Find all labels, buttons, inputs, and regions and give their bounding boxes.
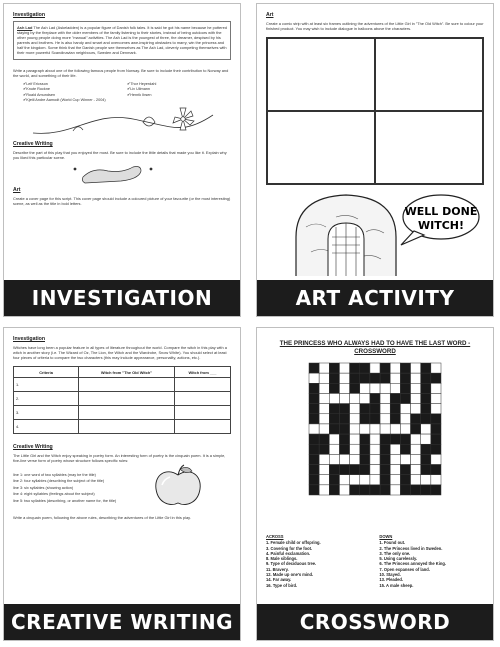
section-heading-art: Art [266, 12, 274, 18]
list-item: 16. Type of bird. [266, 582, 298, 588]
section-heading-investigation: Investigation [13, 12, 45, 18]
crossword-block-cell [309, 444, 319, 454]
crossword-answer-cell [309, 424, 319, 434]
crossword-block-cell [380, 363, 390, 373]
list-item: 13. Pleaded. [379, 577, 404, 583]
crossword-block-cell [411, 414, 421, 424]
crossword-answer-cell [319, 465, 329, 475]
table-row [14, 420, 231, 434]
table-cell [79, 392, 175, 406]
page-banner-creative-writing: CREATIVE WRITING [4, 604, 240, 640]
page-banner-crossword: CROSSWORD [257, 604, 493, 640]
crossword-block-cell [421, 444, 431, 454]
crossword-answer-cell [411, 465, 421, 475]
crossword-block-cell [309, 393, 319, 403]
list-item: 3. The only one. [379, 550, 411, 556]
crossword-answer-cell [431, 393, 441, 403]
section-heading-investigation: Investigation [13, 336, 45, 342]
crossword-block-cell [360, 485, 370, 495]
list-item: ✔ Kjetil Andre Aamodt (World Cup Winner - 2004) [23, 98, 127, 103]
witch-comparison-text: Witches have long been a popular feature in all types of literature throughout the world. Compare the witch in this play with a witch in another story (i.e. The Wizard of Oz, The Lion, the Witch and the Wardrobe, Snow White). You should select at least four pieces of criteria to compare the two characters (this may include appearance, personality, actions, etc.). [13, 345, 227, 361]
crossword-answer-cell [431, 363, 441, 373]
crossword-answer-cell [411, 363, 421, 373]
crossword-answer-cell [309, 373, 319, 383]
crossword-block-cell [421, 465, 431, 475]
crossword-block-cell [380, 485, 390, 495]
down-clues [379, 534, 484, 588]
section-heading-creative-writing: Creative Writing [13, 444, 53, 451]
crossword-block-cell [339, 414, 349, 424]
crossword-answer-cell [350, 404, 360, 414]
crossword-block-cell [400, 383, 410, 393]
list-item: 4. Painful exclamation. [266, 550, 311, 556]
crossword-block-cell [329, 383, 339, 393]
crossword-block-cell [339, 434, 349, 444]
table-header: Witch from ___ [174, 367, 230, 378]
crossword-answer-cell [390, 383, 400, 393]
list-item: 12. Made up one's mind. [266, 572, 314, 578]
section-heading-creative-writing: Creative Writing [13, 141, 53, 148]
crossword-answer-cell [319, 373, 329, 383]
crossword-answer-cell [411, 373, 421, 383]
crossword-clues [266, 534, 484, 588]
table-header: Witch from "The Old Witch" [79, 367, 175, 378]
crossword-block-cell [411, 424, 421, 434]
list-item: 8. Male siblings. [266, 556, 298, 562]
list-item: ✔ Knute Rockne [23, 87, 127, 92]
crossword-answer-cell [319, 485, 329, 495]
list-item: ✔ Leif Ericsson [23, 82, 127, 87]
crossword-answer-cell [319, 475, 329, 485]
list-item: 5. Using carelessly. [379, 556, 418, 562]
crossword-answer-cell [380, 414, 390, 424]
crossword-block-cell [421, 454, 431, 464]
crossword-block-cell [370, 404, 380, 414]
crossword-answer-cell [400, 414, 410, 424]
art-comic-text: Create a comic strip with at least six frames outlining the adventures of the Little Girl in "The Old Witch". Be sure to colour your finished product. You may wish to include dialogue in balloons above the characters. [266, 21, 484, 32]
crossword-answer-cell [370, 363, 380, 373]
list-item: 2. The Princess lived in Sweden. [379, 545, 443, 551]
list-item: line 2: four syllables (describing the subject of the title) [13, 479, 105, 484]
crossword-answer-cell [360, 383, 370, 393]
speech-bubble-line1: WELL DONE [404, 205, 478, 219]
crossword-block-cell [329, 414, 339, 424]
crossword-answer-cell [329, 444, 339, 454]
crossword-block-cell [421, 383, 431, 393]
crossword-answer-cell [390, 363, 400, 373]
cinquain-intro-text: The Little Girl and the Witch enjoy speaking in poetry form. An interesting form of poetry is the cinquain poem. It is a simple, five-line verse form of poetry whose structure follows specific rules: [13, 453, 226, 464]
crossword-block-cell [380, 373, 390, 383]
table-row [14, 392, 231, 406]
crossword-block-cell [380, 465, 390, 475]
crossword-block-cell [309, 475, 319, 485]
crossword-block-cell [370, 373, 380, 383]
crossword-block-cell [380, 454, 390, 464]
section-heading-art: Art [13, 186, 21, 193]
crossword-answer-cell [319, 424, 329, 434]
crossword-block-cell [421, 414, 431, 424]
list-item: 6. The Princess annoyed the King. [379, 561, 447, 567]
list-item: line 5: two syllables (describing, or another name for, the title) [13, 498, 117, 503]
worksheet-page-crossword [256, 327, 494, 641]
crossword-block-cell [360, 434, 370, 444]
crossword-block-cell [350, 383, 360, 393]
list-item: 7. Open expanses of land. [379, 566, 430, 572]
list-item: 15. A male sheep. [379, 582, 414, 588]
page-content [266, 334, 484, 600]
flower-vine-illustration [13, 105, 231, 139]
creative-writing-text: Describe the part of this play that you enjoyed the most. Be sure to include the little details that made you like it. Explain why you liked this particular scene. [13, 150, 227, 161]
crossword-answer-cell [411, 404, 421, 414]
crossword-answer-cell [350, 424, 360, 434]
page-banner-investigation: INVESTIGATION [4, 280, 240, 316]
table-row [14, 406, 231, 420]
list-item: 1. Found out. [379, 540, 406, 546]
table-cell [79, 378, 175, 392]
table-header: Criteria [14, 367, 79, 378]
crossword-block-cell [329, 485, 339, 495]
famous-people-prompt: Write a paragraph about one of the following famous people from Norway. Be sure to include their contribution to Norway and the world, and something of their life. [13, 67, 229, 78]
across-clues [266, 534, 371, 588]
crossword-answer-cell [329, 454, 339, 464]
art-text: Create a cover page for this script. This cover page should include a coloured picture of your favourite (or the most interesting) scene, as well as the title in bold letters. [13, 195, 231, 206]
crossword-answer-cell [360, 424, 370, 434]
crossword-answer-cell [421, 424, 431, 434]
crossword-block-cell [390, 414, 400, 424]
crossword-block-cell [309, 454, 319, 464]
crossword-block-cell [431, 414, 441, 424]
crossword-answer-cell [350, 444, 360, 454]
page-content [266, 10, 484, 276]
crossword-answer-cell [370, 454, 380, 464]
crossword-block-cell [360, 465, 370, 475]
crossword-block-cell [421, 404, 431, 414]
crossword-block-cell [400, 465, 410, 475]
down-heading: DOWN [379, 534, 393, 539]
crossword-block-cell [400, 485, 410, 495]
crossword-block-cell [380, 475, 390, 485]
crossword-answer-cell [339, 373, 349, 383]
crossword-block-cell [421, 393, 431, 403]
crossword-answer-cell [390, 475, 400, 485]
crossword-answer-cell [380, 393, 390, 403]
comic-frame [375, 111, 483, 184]
crossword-answer-cell [411, 444, 421, 454]
crossword-answer-cell [390, 485, 400, 495]
crossword-block-cell [400, 444, 410, 454]
crossword-block-cell [339, 465, 349, 475]
crossword-block-cell [370, 485, 380, 495]
crossword-block-cell [370, 414, 380, 424]
crossword-block-cell [309, 434, 319, 444]
crossword-block-cell [421, 485, 431, 495]
crossword-block-cell [390, 404, 400, 414]
crossword-answer-cell [390, 465, 400, 475]
crossword-block-cell [390, 434, 400, 444]
table-cell: 3. [14, 406, 79, 420]
famous-people-list [23, 82, 231, 104]
list-item: ✔ Henrik Ibsen [127, 93, 231, 98]
crossword-answer-cell [400, 454, 410, 464]
crossword-block-cell [411, 485, 421, 495]
crossword-block-cell [309, 363, 319, 373]
crossword-answer-cell [390, 424, 400, 434]
crossword-block-cell [329, 363, 339, 373]
comic-frame [267, 38, 375, 111]
list-item: line 4: eight syllables (feelings about the subject) [13, 492, 95, 497]
page-content [13, 10, 231, 276]
crossword-block-cell [339, 444, 349, 454]
crossword-block-cell [319, 444, 329, 454]
crossword-answer-cell [390, 444, 400, 454]
crossword-answer-cell [339, 485, 349, 495]
crossword-answer-cell [319, 454, 329, 464]
ash-lad-info-box [13, 21, 231, 60]
crossword-answer-cell [380, 404, 390, 414]
crossword-block-cell [431, 424, 441, 434]
ash-lad-title: Ash Lad [17, 25, 33, 30]
crossword-answer-cell [339, 363, 349, 373]
crossword-block-cell [370, 393, 380, 403]
crossword-block-cell [421, 373, 431, 383]
crossword-block-cell [400, 373, 410, 383]
list-item: 11. Bravery. [266, 566, 289, 572]
list-item: line 1: one word of two syllables (may be the title) [13, 472, 96, 477]
crossword-block-cell [400, 393, 410, 403]
crossword-answer-cell [350, 434, 360, 444]
crossword-answer-cell [370, 465, 380, 475]
crossword-block-cell [350, 363, 360, 373]
crossword-block-cell [360, 444, 370, 454]
crossword-answer-cell [360, 475, 370, 485]
crossword-block-cell [309, 414, 319, 424]
page-banner-art-activity: ART ACTIVITY [257, 280, 493, 316]
table-cell [174, 406, 230, 420]
crossword-answer-cell [350, 393, 360, 403]
crossword-answer-cell [319, 363, 329, 373]
table-cell: 4. [14, 420, 79, 434]
crossword-answer-cell [411, 475, 421, 485]
crossword-block-cell [309, 465, 319, 475]
page-content [13, 334, 231, 600]
crossword-block-cell [431, 373, 441, 383]
crossword-answer-cell [370, 383, 380, 393]
crossword-answer-cell [411, 383, 421, 393]
worksheet-page-investigation [3, 3, 241, 317]
crossword-answer-cell [329, 434, 339, 444]
table-cell: 2. [14, 392, 79, 406]
crossword-block-cell [400, 434, 410, 444]
crossword-block-cell [431, 465, 441, 475]
crossword-answer-cell [339, 454, 349, 464]
crossword-block-cell [350, 373, 360, 383]
worksheet-page-art-activity [256, 3, 494, 317]
crossword-answer-cell [329, 393, 339, 403]
crossword-answer-cell [431, 454, 441, 464]
list-item: 14. Far away. [266, 577, 292, 583]
crossword-block-cell [350, 485, 360, 495]
ash-lad-text: The Ash Lad (Askeladden) is a popular figure of Danish folk tales. It is said he got his name because he pottered staying by the fireplace with the older members of the family listening to their stories, instead of being outdoors with the other young people doing more "manual" activities. The Ash Lad is the youngest of three, the dreamer, despised by his parents and brothers. He is also handy and smart and overcomes awe-inspiring obstacles to marry, win the princess and half the kingdom. Some think that the Danish people see themselves as The Ash Lad, cleverly competing themselves with their more powerful Scandinavian neighbours, Sweden and Denmark. [17, 25, 227, 56]
crossword-block-cell [329, 465, 339, 475]
across-heading: ACROSS [266, 534, 284, 539]
crossword-title: THE PRINCESS WHO ALWAYS HAD TO HAVE THE LAST WORD - CROSSWORD [279, 340, 471, 355]
crossword-block-cell [360, 373, 370, 383]
crossword-answer-cell [421, 475, 431, 485]
crossword-answer-cell [380, 383, 390, 393]
crossword-block-cell [329, 404, 339, 414]
crossword-answer-cell [411, 393, 421, 403]
crossword-answer-cell [360, 393, 370, 403]
crossword-answer-cell [380, 424, 390, 434]
crossword-answer-cell [400, 404, 410, 414]
list-item: ✔ Liv Ullmann [127, 87, 231, 92]
speech-bubble-line2: WITCH! [417, 219, 465, 233]
crossword-answer-cell [431, 383, 441, 393]
shoe-illustration [13, 161, 231, 185]
crossword-block-cell [380, 444, 390, 454]
crossword-answer-cell [370, 475, 380, 485]
crossword-answer-cell [350, 454, 360, 464]
cinquain-closing-text: Write a cinquain poem, following the above rules, describing the adventures of the Little Girl in this play. [13, 515, 191, 521]
cinquain-rules-list [13, 472, 148, 504]
comic-frame [267, 111, 375, 184]
crossword-block-cell [421, 363, 431, 373]
comic-frame [375, 38, 483, 111]
crossword-block-cell [390, 393, 400, 403]
crossword-block-cell [309, 383, 319, 393]
crossword-answer-cell [370, 424, 380, 434]
crossword-block-cell [360, 363, 370, 373]
crossword-block-cell [309, 485, 319, 495]
witch-house-illustration [266, 187, 484, 276]
table-cell: 1. [14, 378, 79, 392]
crossword-answer-cell [339, 475, 349, 485]
crossword-answer-cell [400, 424, 410, 434]
crossword-block-cell [360, 454, 370, 464]
crossword-answer-cell [339, 393, 349, 403]
crossword-answer-cell [421, 434, 431, 444]
table-row [14, 378, 231, 392]
crossword-answer-cell [350, 475, 360, 485]
crossword-block-cell [329, 424, 339, 434]
table-cell [174, 392, 230, 406]
crossword-block-cell [309, 404, 319, 414]
crossword-block-cell [431, 485, 441, 495]
worksheet-page-creative-writing [3, 327, 241, 641]
list-item: 10. Stayed. [379, 572, 401, 578]
crossword-answer-cell [319, 383, 329, 393]
table-cell [79, 420, 175, 434]
crossword-answer-cell [390, 373, 400, 383]
table-cell [79, 406, 175, 420]
crossword-answer-cell [319, 393, 329, 403]
table-cell [174, 378, 230, 392]
comparison-table [13, 366, 231, 434]
list-item: 9. Type of deciduous tree. [266, 561, 317, 567]
list-item: 3. Covering for the foot. [266, 545, 313, 551]
crossword-block-cell [329, 373, 339, 383]
crossword-answer-cell [390, 454, 400, 464]
crossword-answer-cell [411, 434, 421, 444]
crossword-block-cell [350, 465, 360, 475]
list-item: 1. Female child or offspring. [266, 540, 321, 546]
crossword-answer-cell [319, 404, 329, 414]
crossword-answer-cell [431, 404, 441, 414]
crossword-answer-cell [431, 475, 441, 485]
crossword-block-cell [319, 434, 329, 444]
crossword-block-cell [339, 404, 349, 414]
crossword-answer-cell [339, 383, 349, 393]
apple-illustration [148, 463, 208, 509]
crossword-block-cell [360, 414, 370, 424]
crossword-block-cell [400, 363, 410, 373]
list-item: line 3: six syllables (showing action) [13, 485, 74, 490]
list-item: ✔ Roald Amundsen [23, 93, 127, 98]
crossword-block-cell [431, 444, 441, 454]
crossword-answer-cell [411, 454, 421, 464]
crossword-answer-cell [350, 414, 360, 424]
crossword-answer-cell [370, 444, 380, 454]
crossword-block-cell [400, 475, 410, 485]
crossword-answer-cell [370, 434, 380, 444]
crossword-block-cell [380, 434, 390, 444]
crossword-answer-cell [319, 414, 329, 424]
crossword-block-cell [339, 424, 349, 434]
list-item: ✔ Thor Heyerdahl [127, 82, 231, 87]
crossword-block-cell [360, 404, 370, 414]
crossword-block-cell [329, 475, 339, 485]
crossword-block-cell [431, 434, 441, 444]
comic-strip-frames [266, 37, 484, 185]
crossword-grid [308, 362, 442, 496]
table-cell [174, 420, 230, 434]
